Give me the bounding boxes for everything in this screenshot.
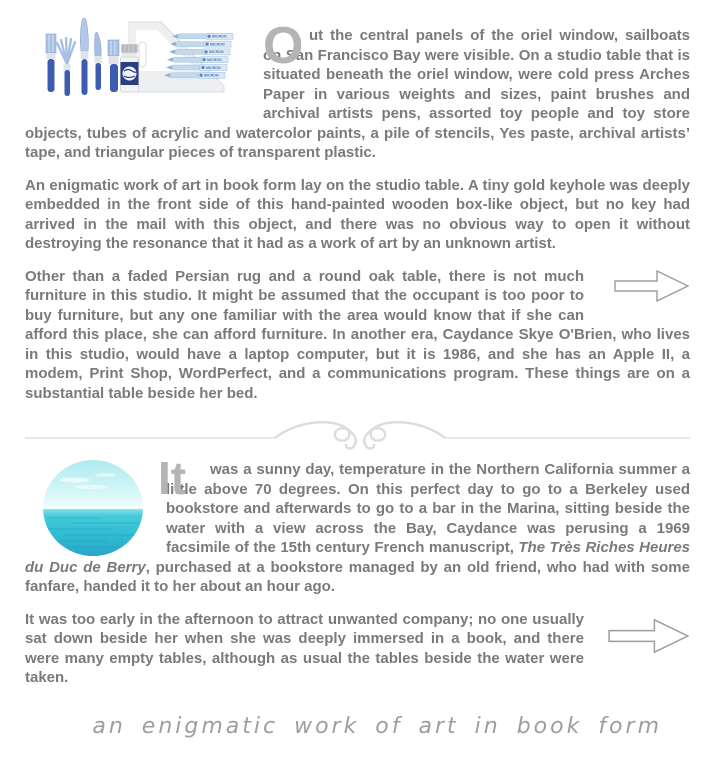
right-arrow-icon[interactable]: [608, 614, 690, 658]
pen-label: MICRON: [212, 34, 227, 39]
script-caption: an enigmatic work of art in book form: [92, 713, 662, 739]
paragraph-studio-3: [25, 267, 690, 404]
paragraph-text: , purchased at a bookstore managed by an old friend, who had with some fanfare, handed it to her about an hour ago.: [25, 558, 690, 595]
paragraph-text: It was too early in the afternoon to attract unwanted company; no one usually sat down beside her when she was deeply immersed in a book, and there were many empty tables, although as usual the tables beside the water were taken.: [25, 610, 584, 686]
manuscript-title: The Très Riches Heures du Duc de Berry: [25, 539, 691, 576]
pen-label: MICRON: [210, 42, 225, 47]
dropcap-letter: It: [158, 452, 187, 504]
pen-label: MICRON: [209, 50, 224, 55]
dropcap-letter: O: [263, 17, 304, 75]
paragraph-text: An enigmatic work of art in book form lay on the studio table. A tiny gold keyhole was deeply embedded in the front side of this hand-painted wooden box-like object, but no key had arrived in the mail with this object, and there was no obvious way to open it without destroying the resonance that it had as a work of art by an unknown artist.: [25, 176, 690, 252]
paragraph-text: Other than a faded Persian rug and a round oak table, there is not much furniture in this studio. It might be assumed that the occupant is too poor to buy furniture, but any one familiar with the area would know that if she can afford this place, she can afford furniture. In another era, Caydance Skye O'Brien, who lives in this studio, would have a laptop computer, but it is 1986, and she has an Apple II, a modem, Print Shop, WordPerfect, and a communications program. These things are on a substantial table beside her bed.: [25, 267, 690, 402]
paragraph-studio-1: [25, 17, 690, 163]
right-arrow-icon[interactable]: [614, 269, 690, 303]
paragraph-marina-1: [25, 452, 691, 597]
paragraph-text: was a sunny day, temperature in the Northern California summer a little above 70 degrees. On this perfect day to go to a Berkeley used bookstore and afterwards to go to a bar in the Marina, sitting beside the water with a view across the Bay, Caydance was perusing a 1969 facsimile of the 15th century French manuscript,: [166, 461, 690, 556]
paragraph-studio-2: [25, 176, 690, 254]
pen-label: MICRON: [207, 58, 222, 62]
paragraph-marina-2: [25, 610, 690, 688]
paragraph-text: ut the central panels of the oriel window, sailboats on San Francisco Bay were visible. On a studio table that is situated beneath the oriel window, were cold press Arches Paper in various weights and sizes, paint brushes and archival artists pens, assorted toy people and toy store objects, tubes of acrylic and watercolor paints, a pile of stencils, Yes paste, archival artists’ tape, and triangular pieces of transparent plastic.: [25, 27, 690, 161]
flourish-divider: [25, 416, 690, 450]
pen-label: MICRON: [206, 65, 221, 70]
pen-label: MICRON: [204, 73, 219, 78]
